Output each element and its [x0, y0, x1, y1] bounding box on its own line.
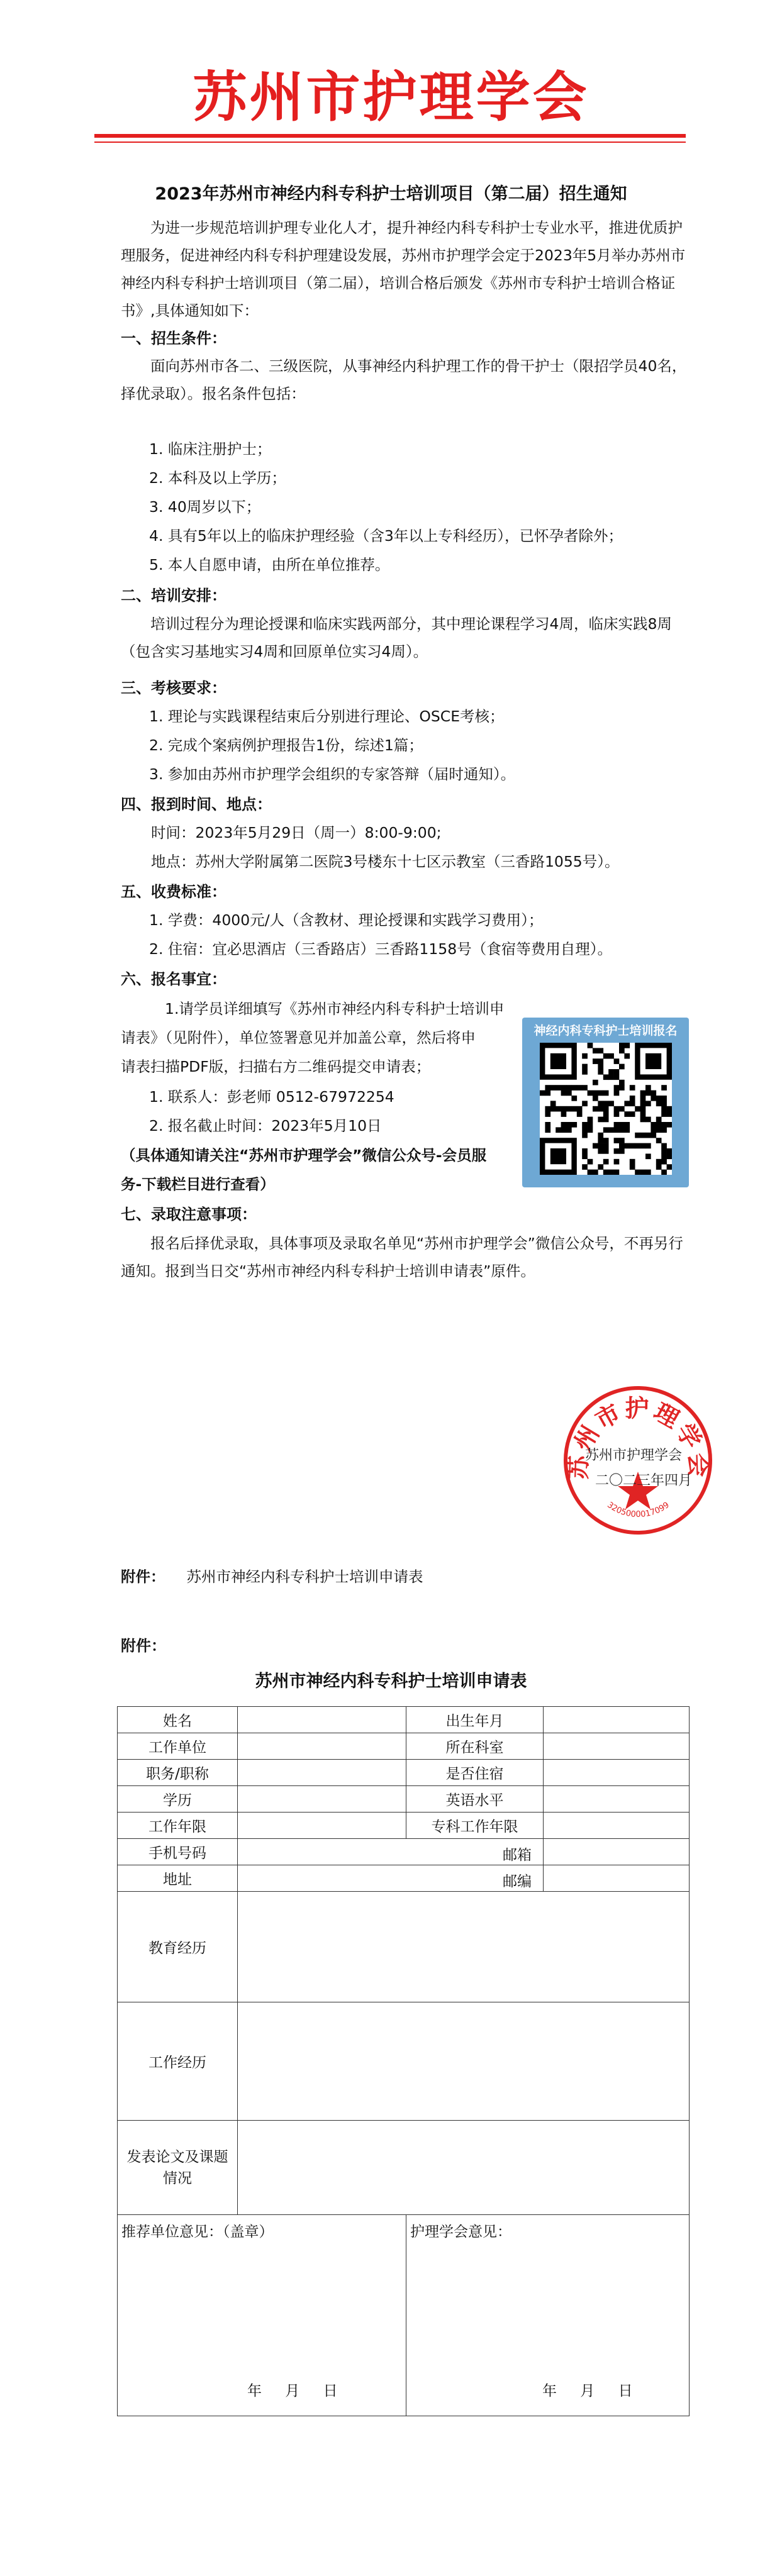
attachment-label: 附件：: [121, 1568, 165, 1585]
s1-item-2: 2. 本科及以上学历；: [149, 469, 286, 487]
s4-time: 时间：2023年5月29日（周一）8:00-9:00;: [151, 824, 442, 841]
section-3-heading: 三、考核要求：: [121, 679, 226, 697]
s5-item-2: 2. 住宿：宜必思酒店（三香路店）三香路1158号（食宿等费用自理）。: [149, 940, 612, 958]
qr-registration-card[interactable]: [522, 1018, 689, 1187]
label-lodging: 是否住宿: [406, 1760, 544, 1786]
label-address: 地址: [118, 1865, 238, 1892]
s6-line-1: 1.请学员详细填写《苏州市神经内科专科护士培训申: [165, 1000, 505, 1018]
field-edu-history[interactable]: [238, 1892, 690, 2002]
field-lodging[interactable]: [544, 1760, 690, 1786]
field-title[interactable]: [238, 1760, 406, 1786]
s6-line-2: 请表》（见附件），单位签署意见并加盖公章，然后将申: [121, 1029, 476, 1046]
field-birth[interactable]: [544, 1707, 690, 1733]
label-work-history: 工作经历: [118, 2002, 238, 2121]
s6-contact: 1. 联系人：彭老师 0512-67972254: [149, 1088, 394, 1106]
label-years: 工作年限: [118, 1813, 238, 1839]
assoc-opinion-date: 年 月 日: [542, 2383, 633, 2399]
section-7-heading: 七、录取注意事项：: [121, 1206, 257, 1223]
s6-line-3: 请表扫描PDF版，扫描右方二维码提交申请表；: [121, 1058, 431, 1075]
s1-item-5: 5. 本人自愿申请，由所在单位推荐。: [149, 556, 390, 574]
section-5-heading: 五、收费标准：: [121, 883, 226, 901]
label-english: 英语水平: [406, 1786, 544, 1813]
label-edu: 学历: [118, 1786, 238, 1813]
field-english[interactable]: [544, 1786, 690, 1813]
seal-ring-text: 苏州市护理学会: [564, 1394, 713, 1480]
svg-text:3205000017099: [605, 1501, 671, 1519]
assoc-opinion-cell[interactable]: [406, 2215, 690, 2416]
form-title: 苏州市神经内科专科护士培训申请表: [255, 1672, 527, 1691]
section-6-heading: 六、报名事宜：: [121, 970, 226, 988]
s3-item-3: 3. 参加由苏州市护理学会组织的专家答辩（届时通知）。: [149, 765, 516, 783]
field-zip[interactable]: [544, 1865, 690, 1892]
rec-opinion-date: 年 月 日: [247, 2383, 338, 2399]
field-address[interactable]: [238, 1865, 544, 1892]
field-email[interactable]: [544, 1839, 690, 1865]
organization-title: 苏州市护理学会: [193, 66, 589, 129]
section-4-heading: 四、报到时间、地点：: [121, 796, 272, 813]
field-dept[interactable]: [544, 1733, 690, 1760]
s6-deadline: 2. 报名截止时间：2023年5月10日: [149, 1117, 382, 1135]
s6-note-2: 务-下载栏目进行查看）: [121, 1175, 275, 1193]
intro-paragraph: 为进一步规范培训护理专业化人才，提升神经内科专科护士专业水平，推进优质护理服务，促进神经内科专科护理建设发展，苏州市护理学会定于2023年5月举办苏州市神经内科专科护士培训项目（第二届），培训合格后颁发《苏州市专科护士培训合格证书》,具体通知如下：: [121, 219, 686, 319]
label-unit: 工作单位: [118, 1733, 238, 1760]
label-edu-history: 教育经历: [118, 1892, 238, 2002]
section-2-desc: 培训过程分为理论授课和临床实践两部分，其中理论课程学习4周，临床实践8周（包含实习基地实习4周和回原单位实习4周）。: [121, 615, 672, 660]
rec-opinion-cell[interactable]: [118, 2215, 406, 2416]
label-papers: 发表论文及课题情况: [118, 2121, 238, 2215]
signature-org: 苏州市护理学会: [585, 1448, 683, 1463]
field-phone[interactable]: [238, 1839, 544, 1865]
signature-date: 二〇二三年四月: [595, 1473, 693, 1489]
section-7-desc: 报名后择优录取，具体事项及录取名单见“苏州市护理学会”微信公众号，不再另行通知。报到当日交“苏州市神经内科专科护士培训申请表”原件。: [121, 1235, 683, 1280]
label-dept: 所在科室: [406, 1733, 544, 1760]
field-spec-years[interactable]: [544, 1813, 690, 1839]
field-papers[interactable]: [238, 2121, 690, 2215]
attachment-line: [121, 1565, 423, 1586]
label-title: 职务/职称: [118, 1760, 238, 1786]
label-phone: 手机号码: [118, 1839, 238, 1865]
application-form-table: [117, 1706, 690, 2416]
s4-place: 地点：苏州大学附属第二医院3号楼东十七区示教室（三香路1055号）。: [151, 853, 620, 870]
qr-code-icon[interactable]: [540, 1043, 672, 1175]
field-unit[interactable]: [238, 1733, 406, 1760]
label-spec-years: 专科工作年限: [406, 1813, 544, 1839]
s3-item-2: 2. 完成个案病例护理报告1份，综述1篇；: [149, 736, 423, 754]
field-years[interactable]: [238, 1813, 406, 1839]
header-rule-thin: [94, 142, 686, 143]
s1-item-3: 3. 40周岁以下；: [149, 498, 261, 516]
label-birth: 出生年月: [406, 1707, 544, 1733]
field-name[interactable]: [238, 1707, 406, 1733]
seal-code: 3205000017099: [605, 1500, 671, 1520]
s6-note-1: （具体通知请关注“苏州市护理学会”微信公众号-会员服: [121, 1146, 487, 1164]
label-rec-opinion: 推荐单位意见：（盖章）: [121, 2224, 274, 2240]
label-assoc-opinion: 护理学会意见：: [410, 2224, 511, 2240]
header-rule-thick: [94, 134, 686, 138]
section-2-heading: 二、培训安排：: [121, 587, 226, 604]
field-edu[interactable]: [238, 1786, 406, 1813]
label-email: 邮箱: [503, 1847, 532, 1863]
attachment-heading: 附件：: [121, 1637, 166, 1655]
attachment-text: 苏州市神经内科专科护士培训申请表: [186, 1568, 423, 1585]
label-name: 姓名: [118, 1707, 238, 1733]
field-work-history[interactable]: [238, 2002, 690, 2121]
qr-label: 神经内科专科护士培训报名: [533, 1024, 678, 1038]
section-1-heading: 一、招生条件：: [121, 330, 226, 347]
section-1-desc: 面向苏州市各二、三级医院，从事神经内科护理工作的骨干护士（限招学员40名，择优录取）。报名条件包括：: [121, 357, 687, 402]
s5-item-1: 1. 学费：4000元/人（含教材、理论授课和实践学习费用）；: [149, 911, 544, 929]
label-zip: 邮编: [503, 1874, 532, 1890]
s1-item-4: 4. 具有5年以上的临床护理经验（含3年以上专科经历），已怀孕者除外；: [149, 527, 623, 545]
s3-item-1: 1. 理论与实践课程结束后分别进行理论、OSCE考核；: [149, 708, 505, 725]
s1-item-1: 1. 临床注册护士；: [149, 440, 272, 458]
notice-title: 2023年苏州市神经内科专科护士培训项目（第二届）招生通知: [155, 184, 627, 204]
